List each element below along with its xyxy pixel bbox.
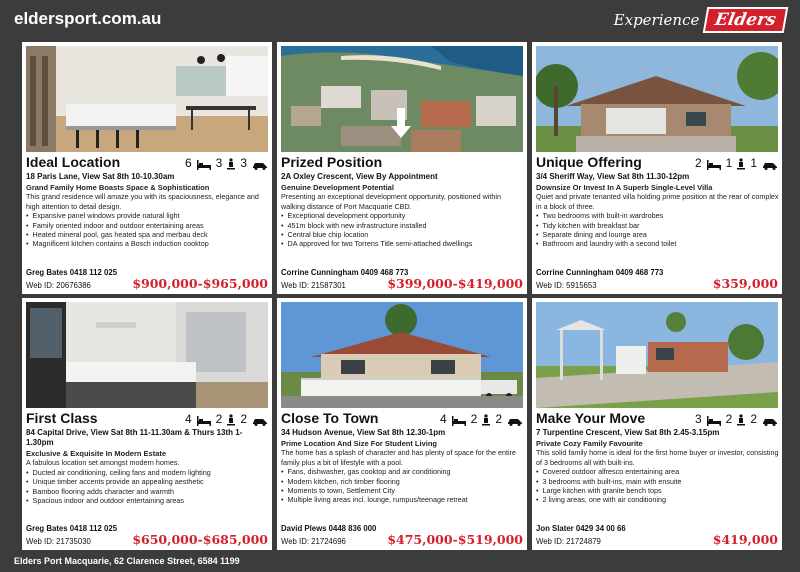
- beds-count: 4: [439, 412, 447, 426]
- listing-description: The home has a splash of character and has plenty of space for the entire family plus a bit of lifestyle with a pool.: [281, 448, 516, 467]
- feature-list: [536, 467, 780, 505]
- bath-icon: [227, 414, 235, 426]
- web-id: Web ID: 21735030: [26, 537, 91, 546]
- feature-list: [26, 468, 270, 506]
- office-details: Elders Port Macquarie, 62 Clarence Street, 6584 1199: [14, 556, 240, 566]
- feature-list: [281, 467, 525, 505]
- listing-header: [281, 408, 523, 426]
- list-item: • Family oriented indoor and outdoor entertaining areas: [26, 221, 270, 230]
- car-icon: [252, 161, 268, 170]
- list-item: • Bamboo flooring adds character and warmth: [26, 487, 270, 496]
- bed-icon: [707, 416, 721, 426]
- bed-icon: [707, 160, 721, 170]
- feature-list: [281, 211, 525, 249]
- listing-address: 2A Oxley Crescent, View By Appointment: [281, 172, 438, 181]
- list-item: • Moments to town, Settlement City: [281, 486, 525, 495]
- site-url[interactable]: eldersport.com.au: [14, 9, 162, 28]
- bed-icon: [197, 416, 211, 426]
- listing-price: $399,000-$419,000: [387, 276, 523, 291]
- list-item: • Bathroom and laundry with a second toilet: [536, 239, 780, 248]
- agent-contact[interactable]: Greg Bates 0418 112 025: [26, 524, 118, 533]
- listing-body: [281, 439, 525, 505]
- list-item: • 2 living areas, one with air conditioning: [536, 495, 780, 504]
- cars-count: 2: [750, 412, 757, 426]
- list-item: • Magnificent kitchen contains a Bosch induction cooktop: [26, 239, 270, 248]
- footer: [0, 552, 800, 572]
- listing-card[interactable]: [532, 298, 782, 550]
- list-item: • Exceptional development opportunity: [281, 211, 525, 220]
- listing-title: First Class: [26, 410, 98, 426]
- list-item: • Unique timber accents provide an appealing aesthetic: [26, 477, 270, 486]
- listing-headline: Grand Family Home Boasts Space & Sophistication: [26, 183, 210, 192]
- listing-photo: [281, 302, 523, 408]
- listing-photo: [536, 302, 778, 408]
- listing-header: [536, 152, 778, 170]
- bed-icon: [452, 416, 466, 426]
- top-bar: [0, 0, 800, 40]
- car-icon: [252, 417, 268, 426]
- listing-address: 7 Turpentine Crescent, View Sat 8th 2.45-3.15pm: [536, 428, 720, 437]
- listing-price: $475,000-$519,000: [387, 532, 523, 547]
- listing-description: Presenting an exceptional development opportunity, positioned within walking distance of Port Macquarie CBD.: [281, 192, 502, 211]
- cars-count: 2: [240, 412, 247, 426]
- listing-price: $900,000-$965,000: [132, 276, 268, 291]
- list-item: • Modern kitchen, rich timber flooring: [281, 477, 525, 486]
- beds-count: 6: [184, 156, 192, 170]
- list-item: • Covered outdoor alfresco entertaining area: [536, 467, 780, 476]
- agent-contact[interactable]: Corrine Cunningham 0409 468 773: [536, 268, 664, 277]
- listing-title: Make Your Move: [536, 410, 646, 426]
- agent-contact[interactable]: Corrine Cunningham 0409 468 773: [281, 268, 409, 277]
- listing-address: 18 Paris Lane, View Sat 8th 10-10.30am: [26, 172, 175, 181]
- feature-list: [536, 211, 780, 249]
- list-item: • Tidy kitchen with breakfast bar: [536, 221, 780, 230]
- agent-contact[interactable]: Greg Bates 0418 112 025: [26, 268, 118, 277]
- listing-headline: Genuine Development Potential: [281, 183, 394, 192]
- listing-card[interactable]: [277, 42, 527, 294]
- listing-body: [26, 183, 270, 249]
- listing-body: [281, 183, 525, 249]
- listing-card[interactable]: [22, 298, 272, 550]
- features: [695, 412, 778, 426]
- listing-headline: Downsize Or Invest In A Superb Single-Level Villa: [536, 183, 713, 192]
- list-item: • 451m block with new infrastructure installed: [281, 221, 525, 230]
- listing-address: 3/4 Sheriff Way, View Sat 8th 11.30-12pm: [536, 172, 690, 181]
- web-id: Web ID: 21724696: [281, 537, 346, 546]
- features: [185, 412, 268, 426]
- list-item: • Multiple living areas incl. lounge, rumpus/teenage retreat: [281, 495, 525, 504]
- listing-card[interactable]: [277, 298, 527, 550]
- baths-count: 2: [215, 412, 223, 426]
- baths-count: 2: [725, 412, 733, 426]
- beds-count: 3: [694, 412, 702, 426]
- listing-body: [536, 183, 780, 249]
- cars-count: 1: [750, 156, 757, 170]
- beds-count: 2: [694, 156, 702, 170]
- features: [185, 156, 268, 170]
- list-item: • 3 bedrooms with built-ins, main with ensuite: [536, 477, 780, 486]
- listing-price: $419,000: [712, 532, 778, 547]
- web-id: Web ID: 21587301: [281, 281, 346, 290]
- list-item: • DA approved for two Torrens Title semi-attached dwellings: [281, 239, 525, 248]
- listing-address: 34 Hudson Avenue, View Sat 8th 12.30-1pm: [281, 428, 446, 437]
- listing-header: [281, 152, 523, 170]
- list-item: • Spacious indoor and outdoor entertaining areas: [26, 496, 270, 505]
- cars-count: 3: [240, 156, 247, 170]
- listing-description: A fabulous location set amongst modern homes.: [26, 458, 180, 468]
- web-id: Web ID: 20676386: [26, 281, 91, 290]
- bath-icon: [482, 414, 490, 426]
- listing-price: $359,000: [712, 276, 778, 291]
- elders-logo: Elders: [703, 7, 788, 33]
- listing-photo: [26, 46, 268, 152]
- listing-card[interactable]: [532, 42, 782, 294]
- bath-icon: [737, 414, 745, 426]
- bath-icon: [227, 158, 235, 170]
- bed-icon: [197, 160, 211, 170]
- beds-count: 4: [184, 412, 192, 426]
- agent-contact[interactable]: Jon Slater 0429 34 00 66: [536, 524, 626, 533]
- listing-photo: [536, 46, 778, 152]
- listing-headline: Exclusive & Exquisite In Modern Estate: [26, 449, 167, 458]
- listing-price: $650,000-$685,000: [132, 532, 268, 547]
- listing-title: Prized Position: [281, 154, 383, 170]
- listing-title: Ideal Location: [26, 154, 121, 170]
- feature-list: [26, 211, 270, 249]
- listing-body: [536, 439, 780, 505]
- listing-description: This solid family home is ideal for the first home buyer or investor, consisting of 3 bedrooms all with built-ins.: [536, 448, 779, 467]
- cars-count: 2: [495, 412, 502, 426]
- car-icon: [762, 161, 778, 170]
- listing-card[interactable]: [22, 42, 272, 294]
- bath-icon: [737, 158, 745, 170]
- list-item: • Two bedrooms with built-in wardrobes: [536, 211, 780, 220]
- brand-tagline: Experience: [613, 11, 700, 29]
- list-item: • Central blue chip location: [281, 230, 525, 239]
- car-icon: [507, 417, 523, 426]
- listing-photo: [26, 302, 268, 408]
- features: [440, 412, 523, 426]
- listing-headline: Private Cozy Family Favourite: [536, 439, 643, 448]
- list-item: • Ducted air conditioning, ceiling fans and modern lighting: [26, 468, 270, 477]
- features: [695, 156, 778, 170]
- listing-header: [26, 408, 268, 426]
- car-icon: [762, 417, 778, 426]
- brand: [614, 8, 786, 32]
- web-id: Web ID: 5915653: [536, 281, 597, 290]
- listing-description: Quiet and private tenanted villa holding prime position at the rear of complex in a block of three.: [536, 192, 779, 211]
- list-item: • Expansive panel windows provide natural light: [26, 211, 270, 220]
- listing-address: 84 Capital Drive, View Sat 8th 11-11.30am & Thurs 13th 1-1.30pm: [26, 428, 243, 447]
- listing-title: Close To Town: [281, 410, 379, 426]
- listing-header: [26, 152, 268, 170]
- list-item: • Fans, dishwasher, gas cooktop and air conditioning: [281, 467, 525, 476]
- baths-count: 3: [215, 156, 223, 170]
- listing-body: [26, 449, 270, 505]
- list-item: • Separate dining and lounge area: [536, 230, 780, 239]
- baths-count: 2: [470, 412, 478, 426]
- listing-description: This grand residence will amaze you with its spaciousness, elegance and high attention to detail design.: [26, 192, 259, 211]
- listing-header: [536, 408, 778, 426]
- list-item: • Heated mineral pool, gas heated spa and merbau deck: [26, 230, 270, 239]
- list-item: • Large kitchen with granite bench tops: [536, 486, 780, 495]
- web-id: Web ID: 21724879: [536, 537, 601, 546]
- baths-count: 1: [725, 156, 733, 170]
- listing-title: Unique Offering: [536, 154, 642, 170]
- listing-headline: Prime Location And Size For Student Living: [281, 439, 437, 448]
- agent-contact[interactable]: David Plews 0448 836 000: [281, 524, 377, 533]
- listing-photo: [281, 46, 523, 152]
